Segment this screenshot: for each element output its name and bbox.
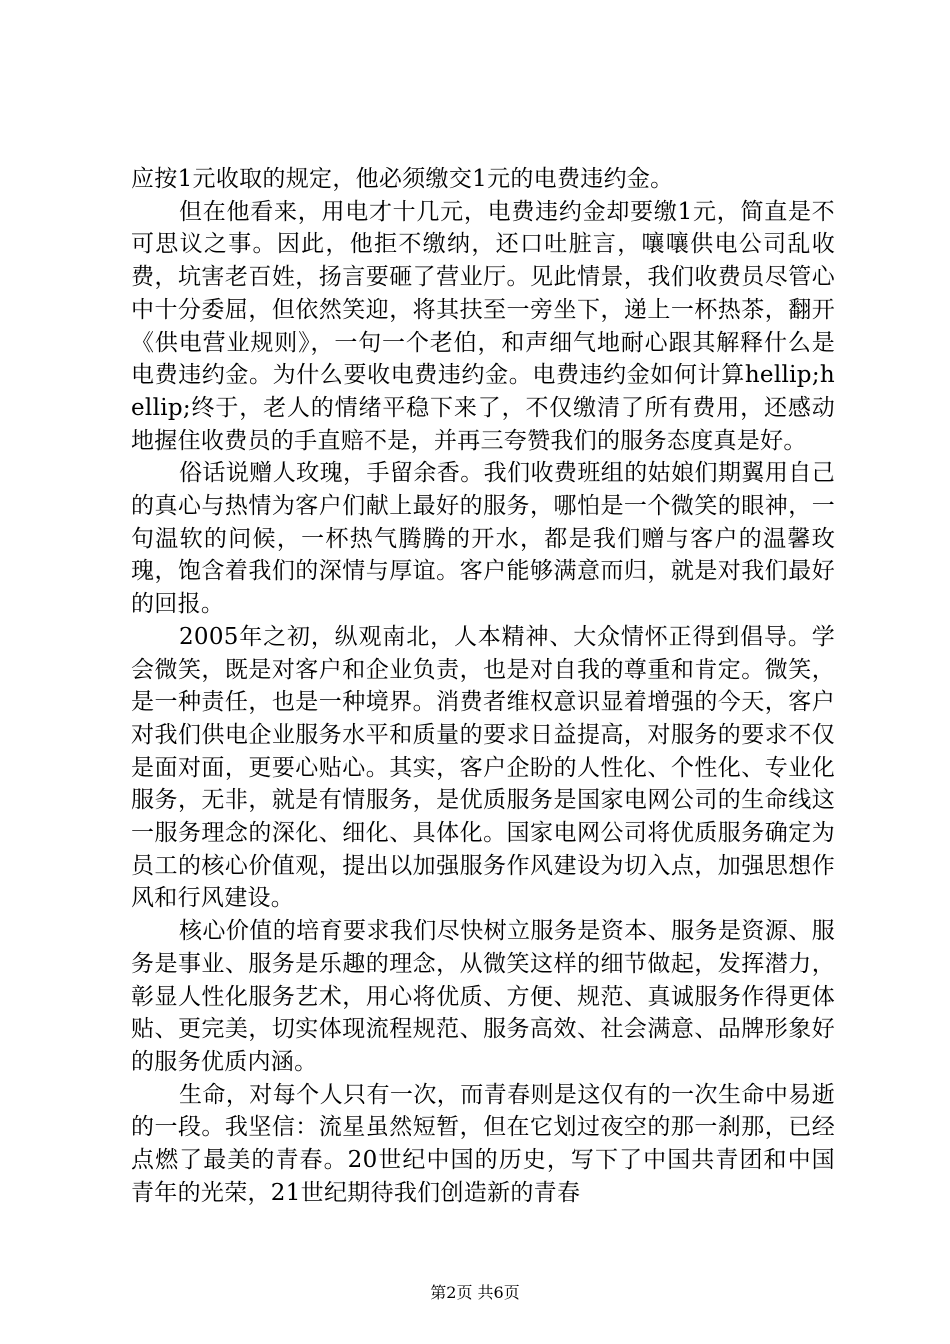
- paragraph-continued: 应按1元收取的规定，他必须缴交1元的电费违约金。: [131, 166, 674, 192]
- paragraph: 俗话说赠人玫瑰，手留余香。我们收费班组的姑娘们期翼用自己的真心与热情为客户们献上最好的服务，哪怕是一个微笑的眼神，一句温软的问候，一杯热气腾腾的开水，都是我们赠与客户的温馨玫瑰，饱含着我们的深情与厚谊。客户能够满意而归，就是对我们最好的回报。: [131, 460, 835, 618]
- paragraph: 2005年之初，纵观南北，人本精神、大众情怀正得到倡导。学会微笑，既是对客户和企业负责，也是对自我的尊重和肯定。微笑，是一种责任，也是一种境界。消费者维权意识显着增强的今天，客户对我们供电企业服务水平和质量的要求日益提高，对服务的要求不仅是面对面，更要心贴心。其实，客户企盼的人性化、个性化、专业化服务，无非，就是有情服务，是优质服务是国家电网公司的生命线这一服务理念的深化、细化、具体化。国家电网公司将优质服务确定为员工的核心价值观，提出以加强服务作风建设为切入点，加强思想作风和行风建设。: [131, 623, 835, 912]
- paragraph: 核心价值的培育要求我们尽快树立服务是资本、服务是资源、服务是事业、服务是乐趣的理念，从微笑这样的细节做起，发挥潜力，彰显人性化服务艺术，用心将优质、方便、规范、真诚服务作得更体贴、更完美，切实体现流程规范、服务高效、社会满意、品牌形象好的服务优质内涵。: [131, 918, 835, 1075]
- paragraph: 生命，对每个人只有一次，而青春则是这仅有的一次生命中易逝的一段。我坚信：流星虽然短暂，但在它划过夜空的那一刹那，已经点燃了最美的青春。20世纪中国的历史，写下了中国共青团和中国青年的光荣，21世纪期待我们创造新的青春: [131, 1081, 835, 1206]
- body-text: [131, 163, 835, 1210]
- page-footer: 第2页 共6页: [430, 1283, 520, 1302]
- paragraph: 但在他看来，用电才十几元，电费违约金却要缴1元，简直是不可思议之事。因此，他拒不缴纳，还口吐脏言，嚷嚷供电公司乱收费，坑害老百姓，扬言要砸了营业厅。见此情景，我们收费员尽管心中十分委屈，但依然笑迎，将其扶至一旁坐下，递上一杯热茶，翻开《供电营业规则》，一句一个老伯，和声细气地耐心跟其解释什么是电费违约金。为什么要收电费违约金。电费违约金如何计算hellip;hellip;终于，老人的情绪平稳下来了，不仅缴清了所有费用，还感动地握住收费员的手直赔不是，并再三夸赞我们的服务态度真是好。: [131, 198, 835, 454]
